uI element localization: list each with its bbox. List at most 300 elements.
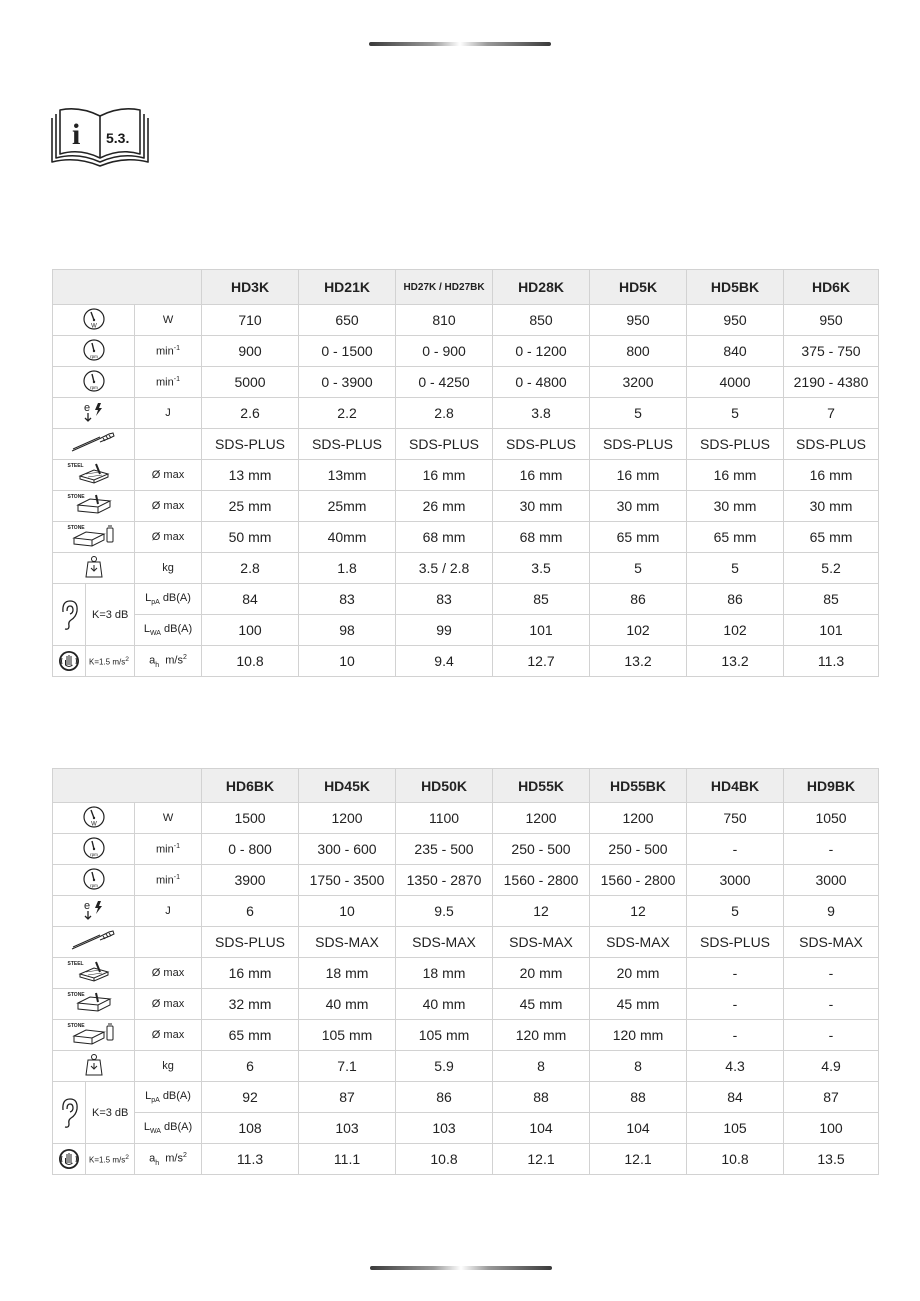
row-impact bbox=[53, 865, 879, 896]
value-cell: - bbox=[784, 958, 879, 989]
value-cell: 1750 - 3500 bbox=[299, 865, 396, 896]
row-power bbox=[53, 305, 879, 336]
unit-cell: kg bbox=[135, 1051, 202, 1082]
rpm-dial-icon bbox=[53, 336, 135, 367]
unit-a: a bbox=[149, 654, 156, 667]
unit-l: L bbox=[143, 622, 150, 635]
icon-label: STONE bbox=[67, 992, 85, 998]
value-cell: 85 bbox=[493, 584, 590, 615]
value-cell: 4.9 bbox=[784, 1051, 879, 1082]
value-cell: 850 bbox=[493, 305, 590, 336]
value-cell: SDS-MAX bbox=[590, 927, 687, 958]
vibration-hand-icon bbox=[53, 1144, 86, 1175]
value-cell: 30 mm bbox=[687, 491, 784, 522]
value-cell: 87 bbox=[299, 1082, 396, 1113]
value-cell: 1560 - 2800 bbox=[493, 865, 590, 896]
value-cell: 1350 - 2870 bbox=[396, 865, 493, 896]
value-cell: 101 bbox=[784, 615, 879, 646]
value-cell: 108 bbox=[202, 1113, 299, 1144]
value-cell: 0 - 3900 bbox=[299, 367, 396, 398]
vib-k-exp: 2 bbox=[125, 655, 129, 663]
value-cell: 25 mm bbox=[202, 491, 299, 522]
unit-cell: Ø max bbox=[135, 958, 202, 989]
value-cell: 102 bbox=[590, 615, 687, 646]
unit-min: min bbox=[156, 376, 174, 389]
value-cell: 13 mm bbox=[202, 460, 299, 491]
value-cell: 50 mm bbox=[202, 522, 299, 553]
value-cell: 16 mm bbox=[687, 460, 784, 491]
value-cell: 2.8 bbox=[202, 553, 299, 584]
value-cell: 0 - 800 bbox=[202, 834, 299, 865]
value-cell: 32 mm bbox=[202, 989, 299, 1020]
value-cell: 83 bbox=[299, 584, 396, 615]
value-cell: - bbox=[784, 1020, 879, 1051]
value-cell: 88 bbox=[493, 1082, 590, 1113]
row-chuck bbox=[53, 429, 879, 460]
row-lpa bbox=[53, 584, 879, 615]
value-cell: 6 bbox=[202, 1051, 299, 1082]
stone-drilling-icon bbox=[53, 491, 135, 522]
value-cell: 65 mm bbox=[202, 1020, 299, 1051]
model-header: HD45K bbox=[299, 769, 396, 803]
value-cell: SDS-PLUS bbox=[396, 429, 493, 460]
unit-cell bbox=[135, 367, 202, 398]
unit-cell-empty bbox=[135, 429, 202, 460]
model-header: HD6BK bbox=[202, 769, 299, 803]
svg-text:rpm: rpm bbox=[89, 385, 98, 390]
value-cell: 65 mm bbox=[590, 522, 687, 553]
watt-dial-icon bbox=[53, 803, 135, 834]
value-cell: 4.3 bbox=[687, 1051, 784, 1082]
value-cell: 84 bbox=[687, 1082, 784, 1113]
value-cell: 1050 bbox=[784, 803, 879, 834]
value-cell: 900 bbox=[202, 336, 299, 367]
row-speed bbox=[53, 336, 879, 367]
unit-sub: WA bbox=[149, 630, 161, 638]
value-cell: 13mm bbox=[299, 460, 396, 491]
model-header: HD21K bbox=[299, 270, 396, 305]
svg-text:e: e bbox=[83, 402, 90, 414]
value-cell: - bbox=[687, 834, 784, 865]
value-cell: 1200 bbox=[590, 803, 687, 834]
icon-label: STEEL bbox=[67, 961, 84, 967]
ear-icon bbox=[53, 584, 86, 646]
value-cell: 104 bbox=[590, 1113, 687, 1144]
row-weight bbox=[53, 553, 879, 584]
unit-cell bbox=[135, 834, 202, 865]
value-cell: 13.5 bbox=[784, 1144, 879, 1175]
value-cell: SDS-PLUS bbox=[687, 429, 784, 460]
value-cell: 7 bbox=[784, 398, 879, 429]
value-cell: 10 bbox=[299, 896, 396, 927]
value-cell: 100 bbox=[784, 1113, 879, 1144]
value-cell: 710 bbox=[202, 305, 299, 336]
value-cell: SDS-PLUS bbox=[493, 429, 590, 460]
value-cell: 3.5 bbox=[493, 553, 590, 584]
value-cell: 4000 bbox=[687, 367, 784, 398]
value-cell: 0 - 900 bbox=[396, 336, 493, 367]
unit-sub: h bbox=[155, 661, 160, 669]
sds-drill-bit-icon bbox=[53, 927, 135, 958]
weight-icon bbox=[53, 553, 135, 584]
unit-ms: m/s bbox=[165, 654, 183, 667]
value-cell: 87 bbox=[784, 1082, 879, 1113]
model-header: HD50K bbox=[396, 769, 493, 803]
header-blank bbox=[53, 769, 202, 803]
model-header: HD27K / HD27BK bbox=[396, 270, 493, 305]
value-cell: 86 bbox=[396, 1082, 493, 1113]
vib-k bbox=[86, 646, 135, 677]
row-energy bbox=[53, 398, 879, 429]
value-cell: 1.8 bbox=[299, 553, 396, 584]
row-vibration bbox=[53, 1144, 879, 1175]
svg-text:W: W bbox=[90, 821, 97, 828]
value-cell: 1200 bbox=[299, 803, 396, 834]
value-cell: 40mm bbox=[299, 522, 396, 553]
value-cell: 103 bbox=[299, 1113, 396, 1144]
vibration-hand-icon bbox=[53, 646, 86, 677]
value-cell: 11.3 bbox=[202, 1144, 299, 1175]
unit-cell bbox=[135, 336, 202, 367]
value-cell: 375 - 750 bbox=[784, 336, 879, 367]
value-cell: 235 - 500 bbox=[396, 834, 493, 865]
manual-book-icon bbox=[50, 106, 152, 170]
value-cell: 250 - 500 bbox=[493, 834, 590, 865]
value-cell: 40 mm bbox=[396, 989, 493, 1020]
value-cell: SDS-MAX bbox=[784, 927, 879, 958]
unit-min: min bbox=[156, 345, 174, 358]
value-cell: 0 - 1200 bbox=[493, 336, 590, 367]
value-cell: 13.2 bbox=[687, 646, 784, 677]
value-cell: 5.9 bbox=[396, 1051, 493, 1082]
value-cell: 1100 bbox=[396, 803, 493, 834]
row-chuck bbox=[53, 927, 879, 958]
value-cell: 30 mm bbox=[784, 491, 879, 522]
unit-db: dB(A) bbox=[162, 591, 191, 604]
value-cell: SDS-PLUS bbox=[590, 429, 687, 460]
unit-cell bbox=[135, 646, 202, 677]
value-cell: 5 bbox=[590, 553, 687, 584]
value-cell: 3200 bbox=[590, 367, 687, 398]
value-cell: 300 - 600 bbox=[299, 834, 396, 865]
value-cell: 18 mm bbox=[299, 958, 396, 989]
ear-icon bbox=[53, 1082, 86, 1144]
value-cell: 98 bbox=[299, 615, 396, 646]
value-cell: 10.8 bbox=[687, 1144, 784, 1175]
vib-k-text: K=1.5 m/s bbox=[89, 1155, 126, 1165]
value-cell: 30 mm bbox=[493, 491, 590, 522]
value-cell: SDS-MAX bbox=[299, 927, 396, 958]
top-decorative-bar bbox=[369, 42, 551, 46]
value-cell: 120 mm bbox=[493, 1020, 590, 1051]
stone-core-drilling-icon bbox=[53, 522, 135, 553]
impact-energy-icon bbox=[53, 896, 135, 927]
row-vibration bbox=[53, 646, 879, 677]
value-cell: 6 bbox=[202, 896, 299, 927]
unit-sub: h bbox=[155, 1159, 160, 1167]
svg-text:rpm: rpm bbox=[89, 883, 98, 888]
row-stone bbox=[53, 491, 879, 522]
unit-sub: pA bbox=[151, 599, 160, 607]
value-cell: 100 bbox=[202, 615, 299, 646]
value-cell: 16 mm bbox=[202, 958, 299, 989]
value-cell: 5 bbox=[687, 896, 784, 927]
watt-dial-icon bbox=[53, 305, 135, 336]
unit-db: dB(A) bbox=[162, 1089, 191, 1102]
unit-cell: W bbox=[135, 803, 202, 834]
unit-db: dB(A) bbox=[164, 622, 193, 635]
unit-cell-empty bbox=[135, 927, 202, 958]
unit-cell: Ø max bbox=[135, 1020, 202, 1051]
value-cell: 750 bbox=[687, 803, 784, 834]
value-cell: SDS-MAX bbox=[396, 927, 493, 958]
value-cell: 120 mm bbox=[590, 1020, 687, 1051]
value-cell: 2190 - 4380 bbox=[784, 367, 879, 398]
value-cell: 250 - 500 bbox=[590, 834, 687, 865]
icon-label: STONE bbox=[67, 1023, 85, 1029]
row-lwa bbox=[53, 1113, 879, 1144]
value-cell: 11.1 bbox=[299, 1144, 396, 1175]
value-cell: 16 mm bbox=[493, 460, 590, 491]
section-number: 5.3. bbox=[106, 130, 130, 146]
row-steel bbox=[53, 460, 879, 491]
value-cell: 5.2 bbox=[784, 553, 879, 584]
spec-table-2 bbox=[52, 768, 879, 1175]
vib-k-text: K=1.5 m/s bbox=[89, 657, 126, 667]
unit-exp: -1 bbox=[173, 375, 180, 383]
value-cell: 0 - 1500 bbox=[299, 336, 396, 367]
value-cell: 5 bbox=[590, 398, 687, 429]
weight-icon bbox=[53, 1051, 135, 1082]
value-cell: SDS-PLUS bbox=[687, 927, 784, 958]
unit-cell: Ø max bbox=[135, 989, 202, 1020]
unit-cell: J bbox=[135, 896, 202, 927]
model-header: HD3K bbox=[202, 270, 299, 305]
value-cell: 7.1 bbox=[299, 1051, 396, 1082]
value-cell: 16 mm bbox=[396, 460, 493, 491]
value-cell: 9 bbox=[784, 896, 879, 927]
value-cell: 1560 - 2800 bbox=[590, 865, 687, 896]
impact-rate-dial-icon bbox=[53, 367, 135, 398]
value-cell: - bbox=[784, 834, 879, 865]
value-cell: 25mm bbox=[299, 491, 396, 522]
row-lpa bbox=[53, 1082, 879, 1113]
model-header: HD5BK bbox=[687, 270, 784, 305]
impact-energy-icon bbox=[53, 398, 135, 429]
value-cell: 103 bbox=[396, 1113, 493, 1144]
value-cell: 950 bbox=[687, 305, 784, 336]
value-cell: 3.5 / 2.8 bbox=[396, 553, 493, 584]
value-cell: 65 mm bbox=[784, 522, 879, 553]
model-header: HD9BK bbox=[784, 769, 879, 803]
sds-drill-bit-icon bbox=[53, 429, 135, 460]
row-weight bbox=[53, 1051, 879, 1082]
unit-cell bbox=[135, 615, 202, 646]
noise-k: K=3 dB bbox=[86, 584, 135, 646]
model-header: HD5K bbox=[590, 270, 687, 305]
unit-ms: m/s bbox=[165, 1152, 183, 1165]
value-cell: 65 mm bbox=[687, 522, 784, 553]
value-cell: 84 bbox=[202, 584, 299, 615]
unit-cell bbox=[135, 1082, 202, 1113]
unit-cell: Ø max bbox=[135, 491, 202, 522]
unit-a: a bbox=[149, 1152, 156, 1165]
value-cell: - bbox=[784, 989, 879, 1020]
value-cell: 12 bbox=[590, 896, 687, 927]
row-stone bbox=[53, 989, 879, 1020]
unit-db: dB(A) bbox=[164, 1120, 193, 1133]
unit-cell bbox=[135, 584, 202, 615]
vib-k-exp: 2 bbox=[125, 1153, 129, 1161]
unit-cell bbox=[135, 1144, 202, 1175]
model-header: HD6K bbox=[784, 270, 879, 305]
bottom-decorative-bar bbox=[370, 1266, 552, 1270]
value-cell: SDS-MAX bbox=[493, 927, 590, 958]
header-blank bbox=[53, 270, 202, 305]
value-cell: - bbox=[687, 958, 784, 989]
value-cell: 10.8 bbox=[396, 1144, 493, 1175]
value-cell: 68 mm bbox=[396, 522, 493, 553]
row-steel bbox=[53, 958, 879, 989]
unit-cell bbox=[135, 1113, 202, 1144]
value-cell: 30 mm bbox=[590, 491, 687, 522]
value-cell: 3900 bbox=[202, 865, 299, 896]
value-cell: 12 bbox=[493, 896, 590, 927]
steel-drilling-icon bbox=[53, 958, 135, 989]
value-cell: SDS-PLUS bbox=[202, 927, 299, 958]
value-cell: 105 mm bbox=[396, 1020, 493, 1051]
value-cell: 20 mm bbox=[590, 958, 687, 989]
unit-l: L bbox=[143, 1120, 150, 1133]
unit-min: min bbox=[156, 874, 174, 887]
value-cell: 950 bbox=[590, 305, 687, 336]
value-cell: 1200 bbox=[493, 803, 590, 834]
value-cell: 20 mm bbox=[493, 958, 590, 989]
value-cell: 8 bbox=[493, 1051, 590, 1082]
value-cell: 3000 bbox=[784, 865, 879, 896]
svg-text:rpm: rpm bbox=[89, 354, 98, 359]
steel-drilling-icon bbox=[53, 460, 135, 491]
value-cell: 840 bbox=[687, 336, 784, 367]
spec-table-1 bbox=[52, 269, 879, 677]
value-cell: 99 bbox=[396, 615, 493, 646]
unit-sub: WA bbox=[149, 1128, 161, 1136]
value-cell: 8 bbox=[590, 1051, 687, 1082]
value-cell: 10 bbox=[299, 646, 396, 677]
value-cell: 86 bbox=[687, 584, 784, 615]
value-cell: SDS-PLUS bbox=[202, 429, 299, 460]
model-header: HD55BK bbox=[590, 769, 687, 803]
value-cell: 86 bbox=[590, 584, 687, 615]
value-cell: 3.8 bbox=[493, 398, 590, 429]
value-cell: 26 mm bbox=[396, 491, 493, 522]
value-cell: 5 bbox=[687, 398, 784, 429]
value-cell: 85 bbox=[784, 584, 879, 615]
value-cell: 10.8 bbox=[202, 646, 299, 677]
svg-text:e: e bbox=[83, 900, 90, 912]
value-cell: 0 - 4800 bbox=[493, 367, 590, 398]
value-cell: - bbox=[687, 1020, 784, 1051]
svg-text:i: i bbox=[72, 118, 81, 151]
svg-text:W: W bbox=[90, 323, 97, 330]
row-core bbox=[53, 1020, 879, 1051]
unit-l: L bbox=[145, 1089, 152, 1102]
unit-cell bbox=[135, 865, 202, 896]
value-cell: 12.1 bbox=[590, 1144, 687, 1175]
value-cell: 950 bbox=[784, 305, 879, 336]
unit-cell: J bbox=[135, 398, 202, 429]
value-cell: 40 mm bbox=[299, 989, 396, 1020]
value-cell: 105 mm bbox=[299, 1020, 396, 1051]
value-cell: 16 mm bbox=[784, 460, 879, 491]
value-cell: 5 bbox=[687, 553, 784, 584]
value-cell: 18 mm bbox=[396, 958, 493, 989]
model-header: HD28K bbox=[493, 270, 590, 305]
svg-text:rpm: rpm bbox=[89, 852, 98, 857]
rpm-dial-icon bbox=[53, 834, 135, 865]
value-cell: 800 bbox=[590, 336, 687, 367]
value-cell: 1500 bbox=[202, 803, 299, 834]
value-cell: 0 - 4250 bbox=[396, 367, 493, 398]
unit-sub: pA bbox=[151, 1097, 160, 1105]
noise-k: K=3 dB bbox=[86, 1082, 135, 1144]
model-header: HD55K bbox=[493, 769, 590, 803]
value-cell: 88 bbox=[590, 1082, 687, 1113]
stone-core-drilling-icon bbox=[53, 1020, 135, 1051]
spec-table-body bbox=[53, 803, 879, 1175]
icon-label: STONE bbox=[67, 525, 85, 531]
value-cell: 9.4 bbox=[396, 646, 493, 677]
value-cell: 105 bbox=[687, 1113, 784, 1144]
unit-exp: -1 bbox=[173, 873, 180, 881]
value-cell: 83 bbox=[396, 584, 493, 615]
value-cell: 12.1 bbox=[493, 1144, 590, 1175]
value-cell: 2.2 bbox=[299, 398, 396, 429]
unit-cell: kg bbox=[135, 553, 202, 584]
value-cell: 810 bbox=[396, 305, 493, 336]
value-cell: 3000 bbox=[687, 865, 784, 896]
value-cell: 68 mm bbox=[493, 522, 590, 553]
stone-drilling-icon bbox=[53, 989, 135, 1020]
value-cell: 12.7 bbox=[493, 646, 590, 677]
value-cell: 45 mm bbox=[493, 989, 590, 1020]
unit-cell: Ø max bbox=[135, 460, 202, 491]
unit-cell: Ø max bbox=[135, 522, 202, 553]
value-cell: 5000 bbox=[202, 367, 299, 398]
value-cell: 45 mm bbox=[590, 989, 687, 1020]
row-energy bbox=[53, 896, 879, 927]
vib-k bbox=[86, 1144, 135, 1175]
value-cell: - bbox=[687, 989, 784, 1020]
value-cell: 102 bbox=[687, 615, 784, 646]
value-cell: SDS-PLUS bbox=[784, 429, 879, 460]
value-cell: 2.6 bbox=[202, 398, 299, 429]
row-power bbox=[53, 803, 879, 834]
row-lwa bbox=[53, 615, 879, 646]
value-cell: 9.5 bbox=[396, 896, 493, 927]
value-cell: SDS-PLUS bbox=[299, 429, 396, 460]
unit-l: L bbox=[145, 591, 152, 604]
icon-label: STONE bbox=[67, 494, 85, 500]
unit-exp: 2 bbox=[183, 653, 187, 661]
value-cell: 101 bbox=[493, 615, 590, 646]
impact-rate-dial-icon bbox=[53, 865, 135, 896]
value-cell: 92 bbox=[202, 1082, 299, 1113]
row-speed bbox=[53, 834, 879, 865]
icon-label: STEEL bbox=[67, 463, 84, 469]
unit-min: min bbox=[156, 843, 174, 856]
spec-table-body bbox=[53, 305, 879, 677]
